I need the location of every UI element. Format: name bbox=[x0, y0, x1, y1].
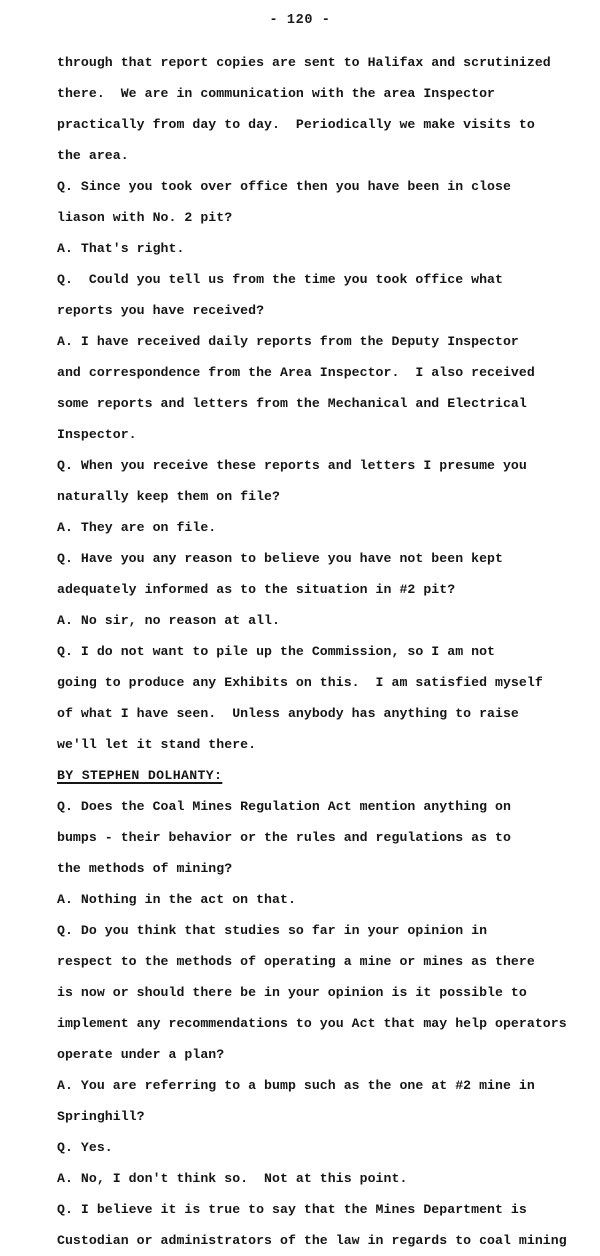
transcript-line: Q. Could you tell us from the time you took office what bbox=[57, 272, 503, 287]
transcript-line: A. I have received daily reports from the Deputy Inspector bbox=[57, 334, 519, 349]
transcript-line: A. That's right. bbox=[57, 241, 185, 256]
transcript-line: some reports and letters from the Mechanical and Electrical bbox=[57, 396, 527, 411]
examiner-heading-text: BY STEPHEN DOLHANTY: bbox=[57, 768, 223, 783]
transcript-line: operate under a plan? bbox=[57, 1047, 225, 1062]
transcript-line: A. Nothing in the act on that. bbox=[57, 892, 296, 907]
examiner-heading bbox=[57, 760, 537, 791]
transcript-line: reports you have received? bbox=[57, 303, 265, 318]
transcript-line: is now or should there be in your opinion is it possible to bbox=[57, 985, 527, 1000]
transcript-line: Q. Yes. bbox=[57, 1140, 113, 1155]
transcript-line: through that report copies are sent to Halifax and scrutinized bbox=[57, 55, 551, 70]
page-number-header: - 120 - bbox=[269, 13, 331, 28]
transcript-line: we'll let it stand there. bbox=[57, 737, 257, 752]
transcript-body bbox=[57, 47, 567, 1256]
transcript-line: the area. bbox=[57, 148, 129, 163]
transcript-line: A. You are referring to a bump such as the one at #2 mine in bbox=[57, 1078, 535, 1093]
transcript-line: there. We are in communication with the area Inspector bbox=[57, 86, 496, 101]
transcript-line: Q. I do not want to pile up the Commission, so I am not bbox=[57, 644, 496, 659]
transcript-line: A. They are on file. bbox=[57, 520, 217, 535]
transcript-line: going to produce any Exhibits on this. I am satisfied myself bbox=[57, 675, 543, 690]
transcript-line: and correspondence from the Area Inspector. I also received bbox=[57, 365, 535, 380]
transcript-line: Q. Do you think that studies so far in your opinion in bbox=[57, 923, 488, 938]
transcript-line: liason with No. 2 pit? bbox=[57, 210, 233, 225]
transcript-line: Springhill? bbox=[57, 1109, 145, 1124]
transcript-line: Q. Have you any reason to believe you have not been kept bbox=[57, 551, 503, 566]
transcript-line: respect to the methods of operating a mine or mines as there bbox=[57, 954, 535, 969]
transcript-line: A. No, I don't think so. Not at this point. bbox=[57, 1171, 408, 1186]
transcript-line: practically from day to day. Periodically we make visits to bbox=[57, 117, 535, 132]
transcript-line: Inspector. bbox=[57, 427, 137, 442]
transcript-line: Custodian or administrators of the law in regards to coal mining bbox=[57, 1233, 567, 1248]
transcript-line: Q. When you receive these reports and letters I presume you bbox=[57, 458, 527, 473]
transcript-line: Q. Does the Coal Mines Regulation Act mention anything on bbox=[57, 799, 511, 814]
transcript-line: Q. Since you took over office then you have been in close bbox=[57, 179, 511, 194]
transcript-line: implement any recommendations to you Act that may help operators bbox=[57, 1016, 567, 1031]
transcript-line: A. No sir, no reason at all. bbox=[57, 613, 280, 628]
transcript-line: of what I have seen. Unless anybody has anything to raise bbox=[57, 706, 519, 721]
transcript-line: the methods of mining? bbox=[57, 861, 233, 876]
transcript-line: Q. I believe it is true to say that the Mines Department is bbox=[57, 1202, 527, 1217]
transcript-line: naturally keep them on file? bbox=[57, 489, 280, 504]
transcript-line: adequately informed as to the situation in #2 pit? bbox=[57, 582, 456, 597]
transcript-line: bumps - their behavior or the rules and regulations as to bbox=[57, 830, 511, 845]
